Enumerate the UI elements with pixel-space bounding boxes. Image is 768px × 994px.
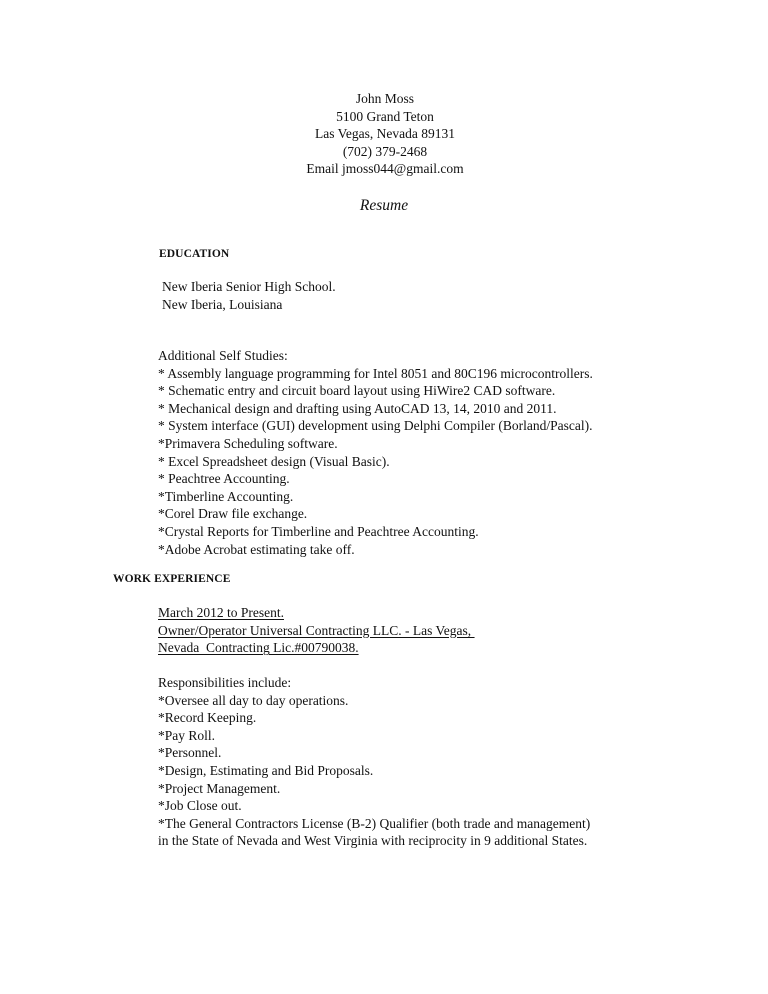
list-item: * Excel Spreadsheet design (Visual Basic). xyxy=(158,453,390,469)
list-item: *Job Close out. xyxy=(158,798,242,814)
school-location: New Iberia, Louisiana xyxy=(162,296,283,312)
school-name: New Iberia Senior High School. xyxy=(162,279,336,294)
contact-city: Las Vegas, Nevada 89131 xyxy=(315,126,455,141)
contact-phone: (702) 379-2468 xyxy=(342,143,428,159)
self-studies-title: Additional Self Studies: xyxy=(158,348,288,363)
employment-company: Owner/Operator Universal Contracting LLC. - Las Vegas, xyxy=(158,622,475,638)
responsibilities-block xyxy=(158,674,590,850)
list-item: *Project Management. xyxy=(158,780,281,796)
list-item: *Record Keeping. xyxy=(158,710,257,726)
list-item: *Primavera Scheduling software. xyxy=(158,435,338,451)
employment-dates: March 2012 to Present. xyxy=(158,605,284,620)
list-item: * Peachtree Accounting. xyxy=(158,471,290,487)
list-item: *Oversee all day to day operations. xyxy=(158,692,349,708)
list-item: *The General Contractors License (B-2) Qualifier (both trade and management) xyxy=(158,815,591,831)
resume-title: Resume xyxy=(359,197,409,214)
list-item: *Crystal Reports for Timberline and Peachtree Accounting. xyxy=(158,523,479,539)
list-item: *Timberline Accounting. xyxy=(158,488,294,504)
list-item: *Adobe Acrobat estimating take off. xyxy=(158,541,355,557)
list-item: *Design, Estimating and Bid Proposals. xyxy=(158,762,374,778)
list-item: * Assembly language programming for Intel 8051 and 80C196 microcontrollers. xyxy=(158,365,593,381)
list-item: * Mechanical design and drafting using AutoCAD 13, 14, 2010 and 2011. xyxy=(158,400,557,416)
responsibilities-title: Responsibilities include: xyxy=(158,675,292,690)
employment-block xyxy=(158,604,475,657)
education-heading: EDUCATION xyxy=(159,248,230,260)
self-studies-block xyxy=(158,347,593,558)
contact-header xyxy=(0,90,768,178)
list-item: * System interface (GUI) development using Delphi Compiler (Borland/Pascal). xyxy=(158,418,593,434)
contact-address: 5100 Grand Teton xyxy=(336,108,434,124)
work-heading: WORK EXPERIENCE xyxy=(113,573,231,585)
list-item: * Schematic entry and circuit board layout using HiWire2 CAD software. xyxy=(158,383,556,399)
contact-name: John Moss xyxy=(355,91,415,106)
school-block xyxy=(162,278,336,313)
list-item: *Pay Roll. xyxy=(158,727,216,743)
list-item: *Personnel. xyxy=(158,745,222,761)
employment-license: Nevada Contracting Lic.#00790038. xyxy=(158,640,359,656)
list-item: *Corel Draw file exchange. xyxy=(158,506,308,522)
list-item: in the State of Nevada and West Virginia with reciprocity in 9 additional States. xyxy=(158,833,588,849)
contact-email: Email jmoss044@gmail.com xyxy=(306,161,464,176)
